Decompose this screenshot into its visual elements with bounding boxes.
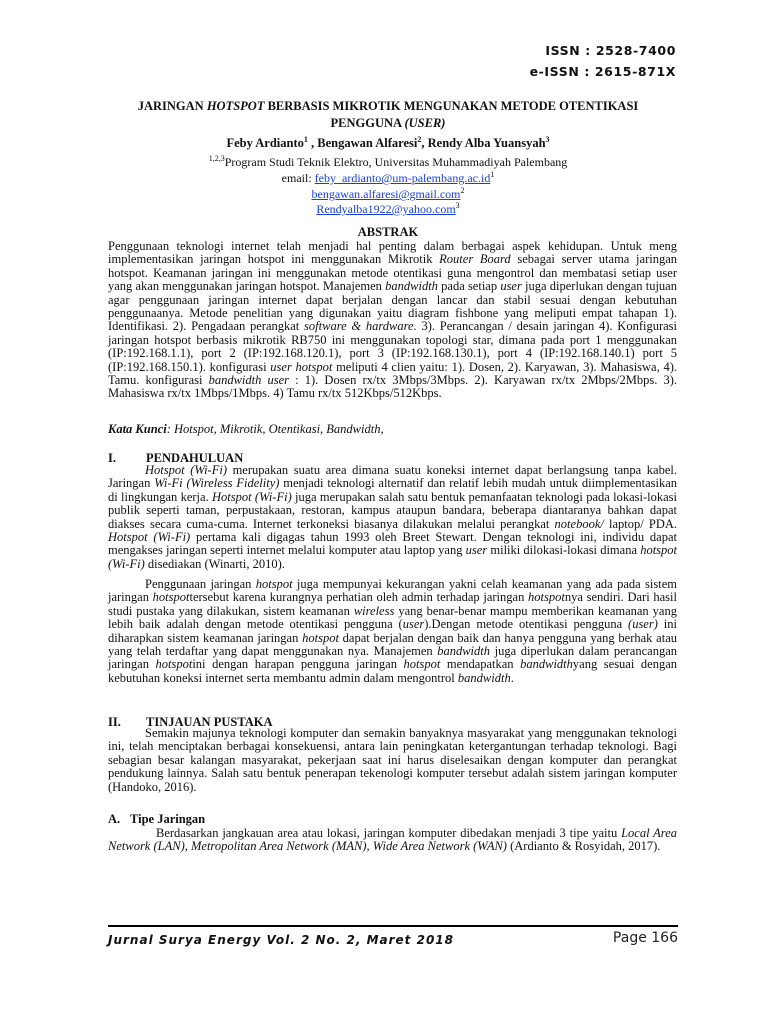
footer-rule (108, 925, 678, 927)
text-run: tersebut karena kurangnya perhatian oleh admin terhadap jaringan (189, 590, 529, 605)
paragraph (108, 827, 677, 854)
text-run-italic: user (402, 617, 425, 632)
text-run: juga merupakan salah satu bentuk pemanfaatan teknologi pada lokasi-lokasi publik seperti taman, perpustakaan, restoran, kampus ataupun bandara, beberapa diantaranya bahkan dapat diakses secara cuma-cuma. Internet terkoneksi biasanya dilakukan melalui perangkat (108, 489, 678, 531)
keywords (108, 423, 677, 436)
author-name: , Bengawan Alfaresi (307, 136, 418, 150)
email-link[interactable]: feby_ardianto@um-palembang.ac.id (314, 171, 491, 185)
text-run: ini dengan harapan pengguna jaringan (192, 657, 404, 672)
text-run-italic: Wi-Fi (Wireless Fidelity) (154, 476, 280, 491)
paragraph (108, 464, 677, 571)
title-part: JARINGAN (137, 99, 207, 113)
paragraph (108, 578, 677, 685)
text-run: juga mempunyai kekurangan yakni celah keamanan yang ada pada sistem jaringan (108, 577, 677, 605)
email-sup: 3 (455, 201, 460, 210)
text-run-italic: bandwidth (520, 657, 573, 672)
text-run-italic: user (465, 543, 488, 558)
text-run: menjadi teknologi alternatif dan relatif lebih mudah untuk diimplementasikan di lingkungan kerja. (108, 476, 677, 504)
title-part-italic: HOTSPOT (206, 99, 265, 113)
text-run-italic: wireless (353, 603, 395, 618)
text-run: mendapatkan (440, 657, 521, 672)
text-run: Berdasarkan jangkauan area atau lokasi, jaringan komputer dibedakan menjadi 3 tipe yaitu (156, 826, 622, 840)
author-list (108, 136, 668, 151)
text-run-italic: (user) (628, 617, 658, 632)
title-part-italic: (USER) (404, 116, 446, 130)
text-run: juga diperlukan dalam perancangan jaringan (108, 644, 678, 672)
text-run-italic: notebook/ (554, 516, 604, 531)
paragraph: Semakin majunya teknologi komputer dan semakin banyaknya masyarakat yang menggunakan teknologi ini, telah menciptakan berbagai konsekuensi, antara lain peningkatan ketergantungan terhadap teknologi. Bagi sebagian besar kalangan masyarakat, pekerjaan saat ini harus diselesaikan dengan komputer dan perangkat pendukung lainnya. Salah satu bentuk penerapan tekenologi komputer tersebut adalah sistem jaringan komputer (Handoko, 2016). (108, 726, 677, 794)
text-run: miliki dilokasi-lokasi dimana (487, 543, 641, 558)
email-label: email: (281, 171, 315, 185)
text-run: Penggunaan jaringan (145, 577, 256, 591)
affiliation-text: Program Studi Teknik Elektro, Universitas Muhammadiyah Palembang (224, 155, 568, 169)
title-part: PENGGUNA (330, 116, 405, 130)
author-name: , Rendy Alba Yuansyah (421, 136, 546, 150)
paper-title (108, 98, 668, 132)
issn-label: ISSN : 2528-7400 (545, 43, 676, 58)
text-run-italic: hotspot (Wi-Fi) (108, 543, 677, 571)
text-run-italic: hotspot (255, 577, 293, 591)
text-run: yang benar-benar mampu memberikan keamanan yang lebih baik adalah dengan metode otentikasi pengguna ( (108, 603, 677, 632)
text-run-italic: Hotspot (Wi-Fi) (108, 530, 191, 545)
email-link[interactable]: bengawan.alfaresi@gmail.com (311, 187, 461, 201)
email-link[interactable]: Rendyalba1922@yahoo.com (316, 202, 456, 216)
author-sup: 1 (303, 134, 308, 144)
footer-journal: Jurnal Surya Energy Vol. 2 No. 2, Maret 2018 (108, 933, 454, 947)
author-sup: 2 (417, 134, 422, 144)
text-run: disediakan (Winarti, 2010). (144, 556, 285, 571)
text-run: pertama kali digagas tahun 1993 oleh Breet Stewart. Dengan teknologi ini, individu dapat mengakses jaringan seperti internet melalui komputer atau laptop yang (108, 530, 677, 558)
text-run-italic: Hotspot (Wi-Fi) (212, 489, 292, 504)
text-run: ini diharapkan sistem keamanan jaringan (108, 617, 677, 645)
abstract-heading: ABSTRAK (357, 225, 419, 239)
text-run-italic: bandwidth (457, 670, 511, 685)
text-run: dapat berjalan dengan baik dan hanya pengguna yang berhak atau yang telah terdaftar yang dapat menggunakan nya. Manajemen (108, 630, 677, 659)
text-run: ).Dengan metode otentikasi pengguna (424, 617, 629, 632)
email-sup: 1 (490, 170, 495, 179)
text-run: laptop/ PDA. (603, 516, 677, 531)
email-sup: 2 (460, 186, 465, 195)
page-number: Page 166 (612, 930, 678, 946)
section-heading: I. PENDAHULUAN (108, 451, 244, 465)
text-run-italic: Hotspot (Wi-Fi) (145, 463, 227, 477)
affiliation-sup: 1,2,3 (208, 154, 225, 163)
email-row (108, 171, 668, 186)
text-run: nya sendiri. Dari hasil studi pustaka yang dilakukan, sistem keamanan (108, 590, 677, 618)
text-run-italic: hotspot (155, 657, 193, 672)
email-row (108, 187, 668, 202)
section-heading: II. TINJAUAN PUSTAKA (108, 715, 273, 729)
keywords-text: : Hotspot, Mikrotik, Otentikasi, Bandwidth, (166, 422, 384, 436)
keywords-label: Kata Kunci (108, 422, 167, 436)
author-sup: 3 (545, 134, 550, 144)
title-part: BERBASIS MIKROTIK MENGUNAKAN METODE OTENTIKASI (264, 99, 639, 113)
text-run-italic: Local Area Network (LAN), Metropolitan Area Network (MAN), Wide Area Network (WAN) (108, 826, 677, 854)
author-name: Feby Ardianto (226, 136, 304, 150)
affiliation (108, 155, 668, 170)
text-run-italic: bandwidth (437, 644, 491, 659)
text-run-italic: hotspot (403, 657, 441, 672)
text-run: . (510, 670, 514, 685)
text-run-italic: hotspot (152, 590, 190, 605)
text-run-italic: hotspot (302, 630, 339, 645)
text-run: (Ardianto & Rosyidah, 2017). (506, 839, 661, 854)
email-row (108, 202, 668, 217)
abstract-text: Penggunaan teknologi internet telah menjadi hal penting dalam berbagai aspek kehidupan. Untuk meng implementasikan jaringan hotspot ini menggunakan Mikrotik Router Board sebagai server utama jaringan hotspot. Keamanan jaringan ini menggunakan metode otentikasi guna mengontrol dan membatasi setiap user yang akan menggunakan jaringan hotspot. Manajemen bandwidth pada setiap user juga diperlukan dengan tujuan agar penggunaan jaringan internet dapat berjalan dengan lancar dan stabil sesuai dengan kebutuhan penggunaanya. Metode penelitian yang digunakan yaitu diagram fishbone yang meliputi empat tahapan 1). Identifikasi. 2). Pengadaan perangkat software & hardware. 3). Perancangan / desain jaringan 4). Konfigurasi jaringan hotspot berbasis mikrotik RB750 ini menggunakan topologi star, dimana pada port 1 menggunakan (IP:192.168.1.1), port 2 (IP:192.168.120.1), port 3 (IP:192.168.130.1), port 4 (IP:192.168.140.1) port 5 (IP:192.168.150.1). konfigurasi user hotspot meliputi 4 clien yaitu: 1). Dosen, 2). Karyawan, 3). Mahasiswa, 4). Tamu. konfigurasi bandwidth user : 1). Dosen rx/tx 3Mbps/3Mbps. 2). Karyawan rx/tx 2Mbps/2Mbps. 3). Mahasiswa rx/tx 1Mbps/1Mbps. 4) Tamu rx/tx 512Kbps/512Kbps. (108, 239, 678, 401)
text-run: yang sesuai dengan kebutuhan koneksi internet serta membantu admin dalam mengontrol (108, 657, 677, 685)
text-run-italic: hotspot (528, 590, 565, 605)
eissn-label: e-ISSN : 2615-871X (529, 64, 676, 79)
text-run: merupakan suatu area dimana suatu koneksi internet dapat berlangsung tanpa kabel. Jaringan (108, 463, 677, 491)
subsection-heading: A. Tipe Jaringan (108, 812, 206, 826)
